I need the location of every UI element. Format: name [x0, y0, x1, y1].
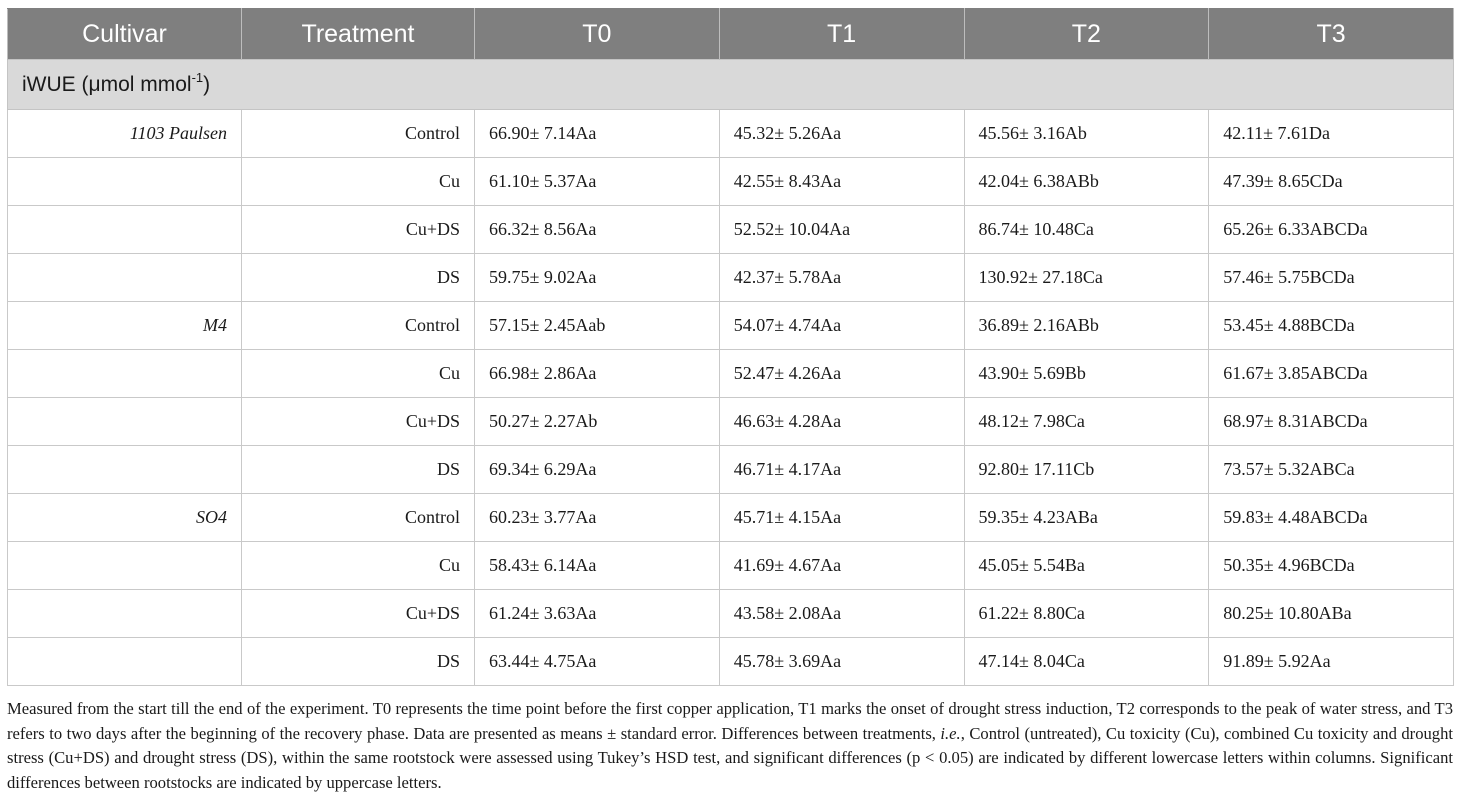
cell-t0-value: 66.98± 2.86Aa	[475, 350, 720, 398]
table-row	[8, 446, 1454, 494]
cell-t0-value: 63.44± 4.75Aa	[475, 638, 720, 686]
cell-t1-value: 52.47± 4.26Aa	[719, 350, 964, 398]
section-label-text: iWUE (μmol mmol	[22, 72, 192, 96]
section-label	[8, 60, 1454, 110]
table-footnote	[7, 697, 1453, 795]
cell-t1-value: 46.63± 4.28Aa	[719, 398, 964, 446]
cell-t2-value: 86.74± 10.48Ca	[964, 206, 1209, 254]
cell-t3-value: 61.67± 3.85ABCDa	[1209, 350, 1454, 398]
cell-treatment: Cu+DS	[242, 206, 475, 254]
cell-t3-value: 53.45± 4.88BCDa	[1209, 302, 1454, 350]
cell-t3-value: 57.46± 5.75BCDa	[1209, 254, 1454, 302]
cell-t3-value: 47.39± 8.65CDa	[1209, 158, 1454, 206]
table-header-row	[8, 9, 1454, 60]
cell-t0-value: 57.15± 2.45Aab	[475, 302, 720, 350]
section-label-close: )	[203, 72, 211, 96]
cell-treatment: Cu	[242, 158, 475, 206]
cell-t3-value: 73.57± 5.32ABCa	[1209, 446, 1454, 494]
cell-t2-value: 45.05± 5.54Ba	[964, 542, 1209, 590]
cell-t0-value: 50.27± 2.27Ab	[475, 398, 720, 446]
cell-t2-value: 42.04± 6.38ABb	[964, 158, 1209, 206]
cell-t3-value: 42.11± 7.61Da	[1209, 110, 1454, 158]
cell-t2-value: 36.89± 2.16ABb	[964, 302, 1209, 350]
cell-cultivar	[8, 542, 242, 590]
cell-cultivar	[8, 398, 242, 446]
cell-treatment: Cu	[242, 350, 475, 398]
table-row	[8, 110, 1454, 158]
iwue-table	[7, 8, 1454, 686]
table-row	[8, 398, 1454, 446]
table-row	[8, 254, 1454, 302]
footnote-part-2: , Control (untreated), Cu toxicity (Cu), combined Cu toxicity and drought stress (Cu+DS) and drought stress (DS), within the same rootstock were assessed using Tukey’s HSD test, and significant differences (p < 0.05) are indicated by different lowercase letters within columns. Significant differences between rootstocks are indicated by uppercase letters.	[7, 723, 1453, 792]
cell-t3-value: 68.97± 8.31ABCDa	[1209, 398, 1454, 446]
cell-cultivar: 1103 Paulsen	[8, 110, 242, 158]
header-t2: T2	[964, 9, 1209, 60]
cell-t0-value: 58.43± 6.14Aa	[475, 542, 720, 590]
cell-t1-value: 54.07± 4.74Aa	[719, 302, 964, 350]
cell-t0-value: 60.23± 3.77Aa	[475, 494, 720, 542]
table-row	[8, 350, 1454, 398]
cell-t1-value: 45.78± 3.69Aa	[719, 638, 964, 686]
cell-t2-value: 48.12± 7.98Ca	[964, 398, 1209, 446]
cell-cultivar	[8, 350, 242, 398]
cell-t2-value: 130.92± 27.18Ca	[964, 254, 1209, 302]
cell-t0-value: 66.32± 8.56Aa	[475, 206, 720, 254]
cell-t1-value: 42.55± 8.43Aa	[719, 158, 964, 206]
cell-cultivar	[8, 254, 242, 302]
cell-t1-value: 41.69± 4.67Aa	[719, 542, 964, 590]
cell-treatment: Cu	[242, 542, 475, 590]
cell-t0-value: 61.10± 5.37Aa	[475, 158, 720, 206]
section-label-superscript: -1	[191, 69, 204, 85]
footnote-emphasis: i.e.	[940, 723, 961, 743]
cell-t1-value: 43.58± 2.08Aa	[719, 590, 964, 638]
cell-cultivar: M4	[8, 302, 242, 350]
table-row	[8, 158, 1454, 206]
cell-treatment: Cu+DS	[242, 590, 475, 638]
cell-t1-value: 46.71± 4.17Aa	[719, 446, 964, 494]
table-row	[8, 542, 1454, 590]
cell-treatment: Control	[242, 494, 475, 542]
cell-t0-value: 69.34± 6.29Aa	[475, 446, 720, 494]
cell-cultivar	[8, 206, 242, 254]
cell-treatment: Cu+DS	[242, 398, 475, 446]
section-row-iwue	[8, 60, 1454, 110]
cell-t1-value: 52.52± 10.04Aa	[719, 206, 964, 254]
header-t3: T3	[1209, 9, 1454, 60]
cell-t0-value: 66.90± 7.14Aa	[475, 110, 720, 158]
cell-t0-value: 61.24± 3.63Aa	[475, 590, 720, 638]
cell-t2-value: 92.80± 17.11Cb	[964, 446, 1209, 494]
header-t1: T1	[719, 9, 964, 60]
cell-t3-value: 91.89± 5.92Aa	[1209, 638, 1454, 686]
cell-treatment: Control	[242, 302, 475, 350]
cell-cultivar: SO4	[8, 494, 242, 542]
footnote-part-1: Measured from the start till the end of the experiment. T0 represents the time point before the first copper application, T1 marks the onset of drought stress induction, T2 corresponds to the peak of water stress, and T3 refers to two days after the beginning of the recovery phase. Data are presented as means ± standard error. Differences between treatments,	[7, 699, 1453, 743]
cell-treatment: Control	[242, 110, 475, 158]
cell-t2-value: 43.90± 5.69Bb	[964, 350, 1209, 398]
header-cultivar: Cultivar	[8, 9, 242, 60]
table-row	[8, 590, 1454, 638]
table-row	[8, 302, 1454, 350]
cell-cultivar	[8, 158, 242, 206]
header-treatment: Treatment	[242, 9, 475, 60]
cell-t2-value: 59.35± 4.23ABa	[964, 494, 1209, 542]
cell-t3-value: 50.35± 4.96BCDa	[1209, 542, 1454, 590]
cell-t3-value: 59.83± 4.48ABCDa	[1209, 494, 1454, 542]
table-row	[8, 494, 1454, 542]
cell-t2-value: 61.22± 8.80Ca	[964, 590, 1209, 638]
cell-t2-value: 47.14± 8.04Ca	[964, 638, 1209, 686]
table-row	[8, 638, 1454, 686]
cell-cultivar	[8, 638, 242, 686]
cell-t3-value: 80.25± 10.80ABa	[1209, 590, 1454, 638]
cell-cultivar	[8, 590, 242, 638]
cell-t0-value: 59.75± 9.02Aa	[475, 254, 720, 302]
cell-t3-value: 65.26± 6.33ABCDa	[1209, 206, 1454, 254]
cell-treatment: DS	[242, 446, 475, 494]
cell-t1-value: 45.32± 5.26Aa	[719, 110, 964, 158]
cell-treatment: DS	[242, 254, 475, 302]
cell-treatment: DS	[242, 638, 475, 686]
header-t0: T0	[475, 9, 720, 60]
table-row	[8, 206, 1454, 254]
cell-cultivar	[8, 446, 242, 494]
cell-t1-value: 45.71± 4.15Aa	[719, 494, 964, 542]
results-table-container	[7, 8, 1453, 686]
cell-t2-value: 45.56± 3.16Ab	[964, 110, 1209, 158]
cell-t1-value: 42.37± 5.78Aa	[719, 254, 964, 302]
